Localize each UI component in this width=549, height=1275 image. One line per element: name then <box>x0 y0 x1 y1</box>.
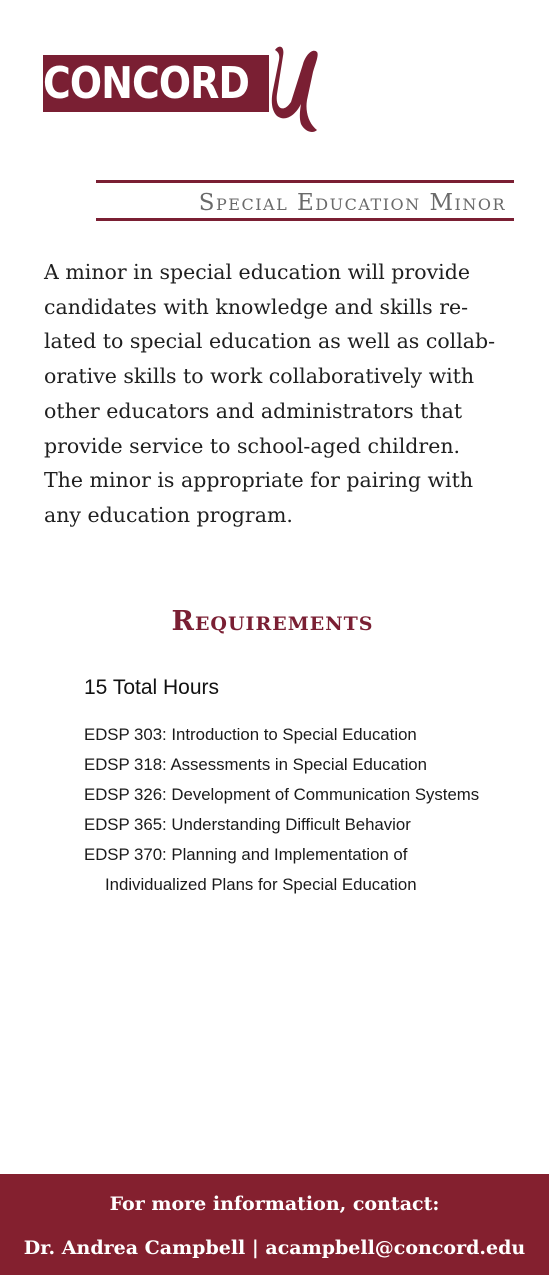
title-rule-bottom <box>96 218 514 221</box>
contact-footer <box>0 1174 549 1275</box>
course-item: EDSP 303: Introduction to Special Education <box>84 725 417 744</box>
description-line: any education program. <box>44 502 293 527</box>
description-line: orative skills to work collaboratively with <box>44 364 475 389</box>
title-rule-top <box>96 180 514 183</box>
description-line: other educators and administrators that <box>44 398 463 423</box>
course-item: EDSP 318: Assessments in Special Education <box>84 755 427 774</box>
logo-u-icon <box>269 42 329 137</box>
logo-wordmark: CONCORD <box>43 58 250 109</box>
requirements-heading: Requirements <box>171 606 374 637</box>
footer-contact: Dr. Andrea Campbell | acampbell@concord.edu <box>23 1237 526 1259</box>
total-hours: 15 Total Hours <box>84 676 220 699</box>
course-item: EDSP 326: Development of Communication Systems <box>84 785 480 804</box>
course-item: EDSP 365: Understanding Difficult Behavior <box>84 815 411 834</box>
description-line: The minor is appropriate for pairing with <box>44 468 474 493</box>
description-line: A minor in special education will provide <box>44 260 470 284</box>
description-line: provide service to school-aged children. <box>44 433 461 458</box>
concord-u-logo <box>43 42 333 137</box>
description-line: candidates with knowledge and skills re- <box>44 294 469 319</box>
description <box>44 255 514 533</box>
page-title: Special Education Minor <box>198 190 506 216</box>
footer-heading: For more information, contact: <box>109 1193 440 1215</box>
course-item: EDSP 370: Planning and Implementation of Individualized Plans for Special Education <box>84 845 417 894</box>
course-list <box>84 720 504 900</box>
description-line: lated to special education as well as collab- <box>44 329 496 354</box>
